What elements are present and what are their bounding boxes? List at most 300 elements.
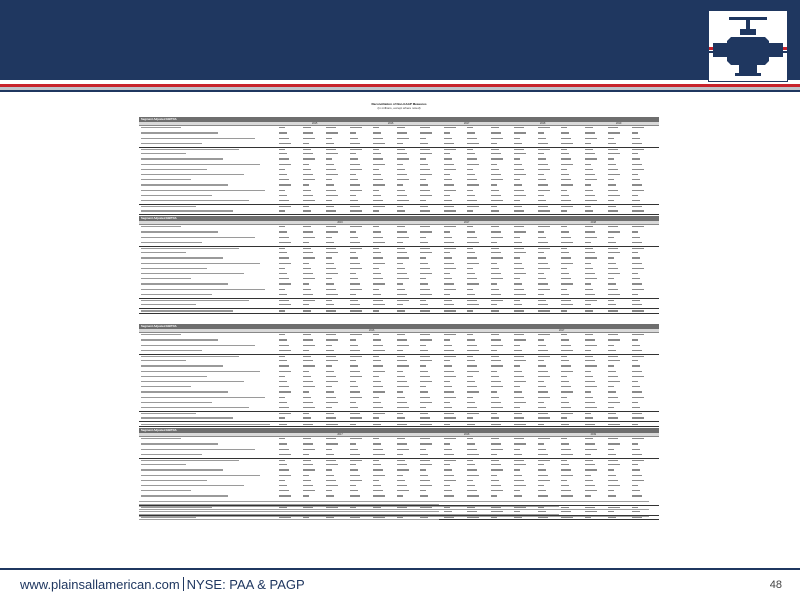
cell-mark	[350, 149, 362, 150]
cell-mark	[373, 365, 383, 366]
footnote-mark	[139, 511, 439, 512]
cell-mark	[608, 248, 618, 249]
cell-mark	[561, 386, 571, 387]
cell-mark	[397, 365, 409, 366]
row-label-mark	[141, 443, 218, 444]
page-number: 48	[769, 579, 782, 591]
table-row	[139, 343, 659, 346]
cell-mark	[608, 226, 618, 227]
cell-mark	[303, 268, 311, 269]
cell-mark	[350, 407, 358, 408]
cell-mark	[420, 200, 426, 201]
cell-mark	[608, 495, 616, 496]
cell-mark	[514, 480, 524, 481]
cell-mark	[420, 449, 426, 450]
cell-mark	[561, 231, 569, 232]
cell-mark	[491, 480, 499, 481]
cell-mark	[397, 143, 403, 144]
cell-mark	[585, 376, 593, 377]
row-label-mark	[141, 413, 196, 414]
row-label-mark	[141, 268, 207, 269]
cell-mark	[514, 294, 526, 295]
cell-mark	[326, 174, 338, 175]
cell-mark	[397, 475, 403, 476]
cell-mark	[632, 294, 638, 295]
footnote-line	[139, 516, 659, 517]
cell-mark	[279, 300, 289, 301]
cell-mark	[538, 407, 546, 408]
row-label-mark	[141, 174, 244, 175]
row-label-mark	[141, 231, 218, 232]
cell-mark	[303, 273, 313, 274]
cell-mark	[632, 397, 644, 398]
cell-mark	[538, 438, 550, 439]
cell-mark	[561, 200, 571, 201]
row-label-mark	[141, 402, 212, 403]
row-label-mark	[141, 242, 202, 243]
cell-mark	[420, 460, 430, 461]
cell-mark	[303, 289, 311, 290]
cell-mark	[350, 417, 362, 418]
cell-mark	[585, 237, 597, 238]
cell-mark	[467, 169, 473, 170]
row-label-mark	[141, 184, 228, 185]
cell-mark	[373, 345, 383, 346]
table-row	[139, 126, 659, 129]
cell-mark	[514, 402, 526, 403]
row-label-mark	[141, 153, 186, 154]
table-row	[139, 287, 659, 290]
cell-mark	[373, 495, 385, 496]
cell-mark	[608, 200, 614, 201]
cell-mark	[350, 345, 358, 346]
footnote-mark	[139, 501, 649, 502]
cell-mark	[608, 278, 614, 279]
cell-mark	[467, 184, 479, 185]
cell-mark	[467, 310, 473, 311]
cell-mark	[632, 402, 638, 403]
table-row	[139, 421, 659, 426]
cell-mark	[608, 132, 620, 133]
cell-mark	[420, 345, 426, 346]
cell-mark	[467, 174, 475, 175]
cell-mark	[632, 334, 644, 335]
cell-mark	[303, 443, 313, 444]
cell-mark	[350, 438, 362, 439]
cell-mark	[561, 397, 567, 398]
cell-mark	[350, 310, 362, 311]
cell-mark	[279, 257, 289, 258]
footer-link[interactable]	[20, 577, 305, 593]
cell-mark	[514, 360, 526, 361]
cell-mark	[561, 263, 573, 264]
cell-mark	[632, 480, 644, 481]
cell-mark	[279, 391, 291, 392]
cell-mark	[491, 132, 501, 133]
cell-mark	[303, 127, 311, 128]
cell-mark	[538, 195, 544, 196]
cell-mark	[632, 345, 640, 346]
cell-mark	[397, 138, 409, 139]
cell-mark	[373, 304, 385, 305]
cell-mark	[608, 391, 616, 392]
cell-mark	[279, 242, 291, 243]
cell-mark	[632, 469, 640, 470]
cell-mark	[608, 475, 616, 476]
table-row	[139, 359, 659, 362]
footnote-line	[139, 514, 659, 515]
cell-mark	[538, 252, 544, 253]
cell-mark	[444, 237, 452, 238]
website-link[interactable]: www.plainsallamerican.com	[20, 577, 180, 592]
cell-mark	[538, 289, 550, 290]
row-label-mark	[141, 226, 181, 227]
cell-mark	[561, 242, 573, 243]
cell-mark	[420, 454, 428, 455]
cell-mark	[514, 424, 526, 425]
cell-mark	[561, 371, 573, 372]
cell-mark	[491, 268, 499, 269]
cell-mark	[373, 294, 381, 295]
cell-mark	[444, 424, 450, 425]
cell-mark	[467, 195, 475, 196]
cell-mark	[373, 417, 379, 418]
row-label-mark	[141, 480, 207, 481]
cell-mark	[585, 149, 593, 150]
cell-mark	[279, 252, 287, 253]
cell-mark	[326, 206, 334, 207]
cell-mark	[514, 248, 524, 249]
cell-mark	[279, 339, 287, 340]
row-label-mark	[141, 360, 186, 361]
cell-mark	[350, 460, 362, 461]
cell-mark	[350, 169, 362, 170]
cell-mark	[326, 179, 332, 180]
cell-mark	[514, 310, 524, 311]
row-label-mark	[141, 273, 244, 274]
cell-mark	[397, 304, 403, 305]
table-row	[139, 246, 659, 250]
cell-mark	[326, 257, 332, 258]
cell-mark	[279, 397, 285, 398]
cell-mark	[538, 345, 546, 346]
cell-mark	[585, 278, 597, 279]
cell-mark	[561, 454, 573, 455]
cell-mark	[538, 360, 544, 361]
cell-mark	[420, 495, 428, 496]
cell-mark	[632, 143, 642, 144]
table-row	[139, 303, 659, 306]
cell-mark	[279, 231, 287, 232]
cell-mark	[444, 252, 450, 253]
cell-mark	[491, 164, 497, 165]
cell-mark	[373, 360, 381, 361]
cell-mark	[397, 289, 405, 290]
cell-mark	[632, 464, 638, 465]
cell-mark	[326, 490, 332, 491]
cell-mark	[561, 495, 573, 496]
cell-mark	[585, 413, 591, 414]
cell-mark	[632, 449, 640, 450]
year-header: 2017	[464, 221, 470, 224]
cell-mark	[279, 169, 285, 170]
cell-mark	[467, 350, 479, 351]
row-label-mark	[141, 164, 260, 165]
cell-mark	[279, 386, 289, 387]
cell-mark	[279, 200, 289, 201]
table-row	[139, 209, 659, 212]
cell-mark	[632, 454, 642, 455]
cell-mark	[538, 480, 550, 481]
cell-mark	[514, 273, 526, 274]
cell-mark	[326, 252, 338, 253]
cell-mark	[538, 475, 548, 476]
table-row	[139, 225, 659, 228]
cell-mark	[561, 376, 567, 377]
cell-mark	[303, 300, 315, 301]
cell-mark	[279, 184, 291, 185]
cell-mark	[279, 402, 287, 403]
cell-mark	[326, 304, 334, 305]
exchange-label: NYSE: PAA & PAGP	[186, 577, 305, 592]
cell-mark	[608, 397, 618, 398]
cell-mark	[467, 360, 475, 361]
cell-mark	[514, 397, 524, 398]
cell-mark	[585, 356, 593, 357]
cell-mark	[326, 407, 332, 408]
cell-mark	[491, 438, 499, 439]
table-row	[139, 333, 659, 336]
table-row	[139, 453, 659, 456]
row-label-mark	[141, 438, 181, 439]
cell-mark	[373, 438, 379, 439]
cell-mark	[279, 138, 289, 139]
cell-mark	[538, 386, 546, 387]
cell-mark	[585, 391, 591, 392]
cell-mark	[491, 252, 501, 253]
cell-mark	[561, 268, 567, 269]
cell-mark	[444, 242, 454, 243]
cell-mark	[632, 413, 642, 414]
cell-mark	[585, 273, 595, 274]
cell-mark	[397, 127, 405, 128]
cell-mark	[373, 184, 385, 185]
cell-mark	[303, 464, 313, 465]
cell-mark	[420, 257, 426, 258]
cell-mark	[561, 480, 567, 481]
cell-mark	[467, 252, 475, 253]
cell-mark	[373, 226, 379, 227]
cell-mark	[585, 158, 597, 159]
cell-mark	[397, 300, 409, 301]
cell-mark	[491, 345, 503, 346]
cell-mark	[514, 169, 524, 170]
row-label-mark	[141, 143, 202, 144]
cell-mark	[303, 242, 309, 243]
cell-mark	[561, 485, 569, 486]
cell-mark	[514, 460, 524, 461]
footnote-line	[139, 509, 659, 510]
cell-mark	[303, 190, 311, 191]
cell-mark	[467, 268, 473, 269]
cell-mark	[444, 257, 452, 258]
cell-mark	[632, 169, 644, 170]
cell-mark	[585, 257, 597, 258]
cell-mark	[467, 273, 475, 274]
cell-mark	[350, 164, 360, 165]
cell-mark	[514, 381, 526, 382]
cell-mark	[326, 278, 332, 279]
cell-mark	[608, 127, 618, 128]
cell-mark	[491, 143, 497, 144]
cell-mark	[491, 449, 503, 450]
cell-mark	[491, 169, 499, 170]
cell-mark	[350, 304, 360, 305]
cell-mark	[632, 138, 640, 139]
cell-mark	[514, 132, 526, 133]
row-label-mark	[141, 381, 244, 382]
cell-mark	[632, 278, 640, 279]
cell-mark	[420, 397, 430, 398]
cell-mark	[514, 386, 520, 387]
cell-mark	[326, 149, 336, 150]
table-row	[139, 194, 659, 197]
cell-mark	[514, 371, 522, 372]
cell-mark	[373, 164, 385, 165]
cell-mark	[514, 356, 524, 357]
cell-mark	[303, 460, 311, 461]
cell-mark	[303, 252, 313, 253]
cell-mark	[561, 413, 573, 414]
cell-mark	[420, 190, 430, 191]
cell-mark	[397, 231, 407, 232]
cell-mark	[373, 278, 383, 279]
cell-mark	[420, 356, 430, 357]
cell-mark	[279, 475, 291, 476]
cell-mark	[491, 242, 497, 243]
cell-mark	[632, 268, 644, 269]
table-row	[139, 380, 659, 383]
cell-mark	[561, 195, 569, 196]
cell-mark	[444, 132, 450, 133]
cell-mark	[303, 304, 309, 305]
table-row	[139, 349, 659, 352]
cell-mark	[585, 143, 591, 144]
row-label-mark	[141, 460, 239, 461]
cell-mark	[350, 273, 356, 274]
cell-mark	[444, 480, 456, 481]
cell-mark	[585, 371, 591, 372]
cell-mark	[326, 334, 336, 335]
cell-mark	[373, 195, 381, 196]
cell-mark	[444, 164, 454, 165]
cell-mark	[632, 485, 638, 486]
cell-mark	[326, 475, 334, 476]
cell-mark	[326, 424, 338, 425]
cell-mark	[585, 438, 593, 439]
cell-mark	[420, 206, 428, 207]
cell-mark	[279, 158, 289, 159]
row-label-mark	[141, 417, 233, 418]
cell-mark	[373, 300, 383, 301]
cell-mark	[514, 164, 522, 165]
cell-mark	[326, 127, 336, 128]
table-row	[139, 152, 659, 155]
row-label-mark	[141, 206, 196, 207]
table-row	[139, 298, 659, 302]
row-label-mark	[141, 200, 249, 201]
table-row	[139, 251, 659, 254]
cell-mark	[373, 132, 381, 133]
cell-mark	[632, 339, 638, 340]
cell-mark	[303, 475, 309, 476]
cell-mark	[585, 127, 593, 128]
cell-mark	[561, 391, 573, 392]
table-row	[139, 354, 659, 358]
cell-mark	[561, 350, 573, 351]
cell-mark	[514, 490, 520, 491]
cell-mark	[420, 424, 432, 425]
cell-mark	[303, 417, 311, 418]
cell-mark	[279, 485, 287, 486]
cell-mark	[608, 294, 620, 295]
cell-mark	[491, 226, 499, 227]
cell-mark	[326, 294, 338, 295]
cell-mark	[420, 283, 428, 284]
cell-mark	[420, 169, 430, 170]
cell-mark	[444, 438, 456, 439]
cell-mark	[444, 475, 454, 476]
cell-mark	[397, 195, 407, 196]
cell-mark	[326, 300, 332, 301]
cell-mark	[585, 195, 595, 196]
cell-mark	[561, 443, 569, 444]
cell-mark	[514, 454, 522, 455]
cell-mark	[538, 294, 544, 295]
cell-mark	[420, 350, 428, 351]
cell-mark	[585, 300, 597, 301]
cell-mark	[303, 132, 313, 133]
cell-mark	[397, 424, 407, 425]
cell-mark	[514, 334, 524, 335]
footnote-line	[139, 504, 659, 505]
cell-mark	[608, 402, 620, 403]
cell-mark	[420, 179, 426, 180]
cell-mark	[538, 242, 548, 243]
cell-mark	[491, 365, 503, 366]
cell-mark	[608, 469, 614, 470]
cell-mark	[514, 252, 526, 253]
cell-mark	[514, 283, 522, 284]
cell-mark	[538, 184, 548, 185]
footnote-mark	[139, 509, 649, 510]
cell-mark	[279, 356, 285, 357]
cell-mark	[467, 300, 477, 301]
cell-mark	[279, 365, 289, 366]
cell-mark	[467, 386, 477, 387]
cell-mark	[585, 490, 597, 491]
cell-mark	[514, 300, 520, 301]
table-row	[139, 272, 659, 275]
row-label-mark	[141, 454, 202, 455]
cell-mark	[373, 443, 381, 444]
cell-mark	[397, 460, 405, 461]
table-row	[139, 437, 659, 440]
cell-mark	[397, 480, 405, 481]
cell-mark	[444, 179, 452, 180]
table-row	[139, 199, 659, 202]
cell-mark	[491, 475, 497, 476]
